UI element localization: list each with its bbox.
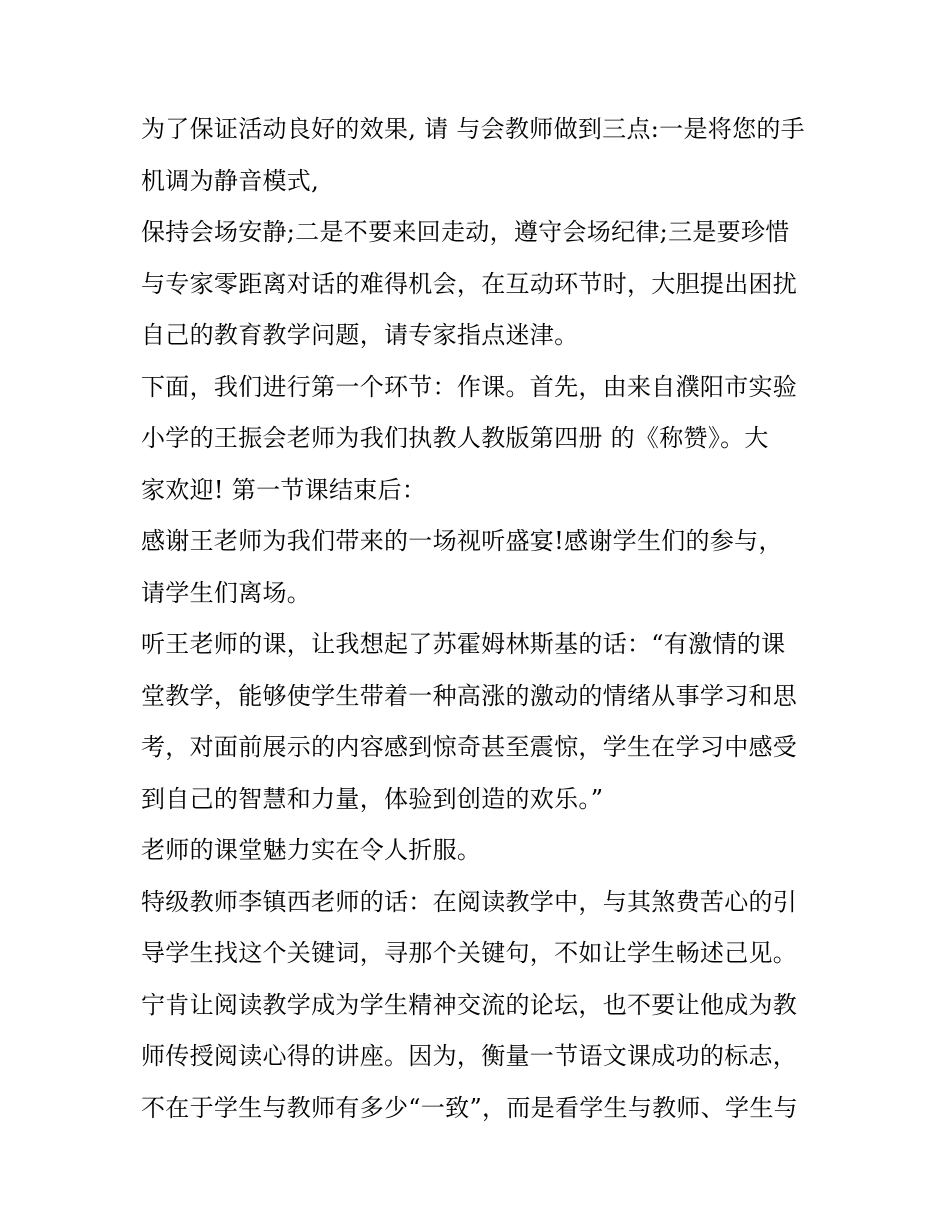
text-line-1: 为了保证活动良好的效果, 请 与会教师做到三点:一是将您的手 bbox=[141, 115, 805, 143]
text-line-2: 机调为静音模式, bbox=[141, 166, 320, 195]
text-line-11: 听王老师的课，让我想起了苏霍姆林斯基的话：“有激情的课 bbox=[141, 630, 786, 658]
text-line-10: 请学生们离场。 bbox=[141, 578, 312, 607]
text-line-18: 宁肯让阅读教学成为学生精神交流的论坛，也不要让他成为教 bbox=[141, 990, 798, 1019]
text-line-13: 考，对面前展示的内容感到惊奇甚至震惊，学生在学习中感受 bbox=[141, 733, 798, 761]
text-line-9: 感谢王老师为我们带来的一场视听盛宴!感谢学生们的参与， bbox=[141, 527, 783, 555]
text-line-16: 特级教师李镇西老师的话：在阅读教学中，与其煞费苦心的引 bbox=[141, 887, 798, 916]
document-body bbox=[141, 104, 821, 1134]
text-line-5: 自己的教育教学问题，请专家指点迷津。 bbox=[141, 321, 579, 349]
text-line-15: 老师的课堂魅力实在令人折服。 bbox=[141, 836, 482, 864]
text-line-8: 家欢迎! 第一节课结束后： bbox=[141, 475, 427, 504]
text-line-12: 堂教学，能够使学生带着一种高涨的激动的情绪从事学习和思 bbox=[141, 681, 798, 710]
text-line-3: 保持会场安静;二是不要来回走动，遵守会场纪律;三是要珍惜 bbox=[141, 218, 790, 246]
text-line-19: 师传授阅读心得的讲座。因为，衡量一节语文课成功的标志， bbox=[141, 1042, 798, 1070]
text-line-20: 不在于学生与教师有多少“一致”，而是看学生与教师、学生与 bbox=[141, 1093, 798, 1122]
text-line-6: 下面，我们进行第一个环节：作课。首先，由来自濮阳市实验 bbox=[141, 372, 798, 401]
text-line-14: 到自己的智慧和力量，体验到创造的欢乐。” bbox=[141, 784, 604, 813]
text-line-17: 导学生找这个关键词，寻那个关键句，不如让学生畅述己见。 bbox=[141, 939, 798, 967]
text-line-7: 小学的王振会老师为我们执教人教版第四册 的《称赞》。大 bbox=[141, 424, 769, 452]
text-line-4: 与专家零距离对话的难得机会，在互动环节时，大胆提出困扰 bbox=[141, 269, 798, 298]
